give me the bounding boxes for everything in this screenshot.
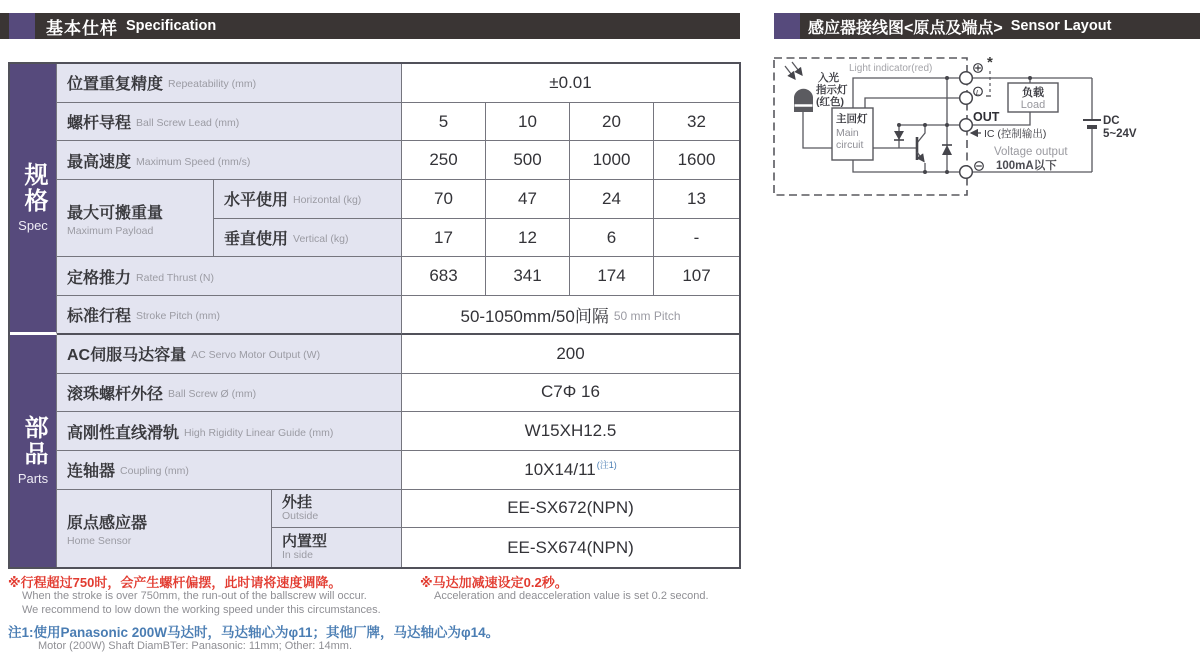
main-circuit-en2: circuit [836, 139, 864, 151]
sub-label-outside: 外挂 Outside [272, 490, 402, 529]
main-circuit-en1: Main [836, 127, 859, 139]
dc-label: DC [1103, 115, 1120, 127]
value-cell: 13 [654, 180, 739, 219]
group-parts-en: Parts [17, 471, 49, 487]
value-cell: 107 [654, 257, 739, 296]
group-spec-en: Spec [18, 218, 48, 234]
indicator-zh: 指示灯 [816, 84, 848, 96]
voltage-output-label: Voltage output [994, 146, 1068, 158]
minus-terminal-symbol [975, 162, 984, 171]
terminal-circles [960, 72, 973, 179]
value-cell: 6 [570, 219, 654, 258]
note-accel-en: Acceleration and deacceleration value is set 0.2 second. [434, 590, 709, 602]
zener-diode-symbol [894, 131, 904, 140]
sensor-layout-title-zh: 感应器接线图<原点及端点> [808, 19, 1003, 37]
load-zh: 负载 [1022, 87, 1044, 99]
value-stroke: 50-1050mm/50间隔 50 mm Pitch [402, 296, 739, 335]
svg-text:L: L [975, 87, 981, 97]
value-linear-guide: W15XH12.5 [402, 412, 739, 451]
l-terminal-symbol [974, 87, 991, 97]
value-cell: 341 [486, 257, 570, 296]
transistor-symbol [917, 137, 924, 162]
group-parts-zh: 部品 [20, 415, 47, 468]
value-cell: 10 [486, 103, 570, 142]
note-shaft-en: Motor (200W) Shaft DiamBTer: Panasonic: 11mm; Other: 14mm. [38, 640, 353, 652]
value-cell: 174 [570, 257, 654, 296]
star-mark: * [987, 54, 993, 71]
sub-label-inside: 内置型 In side [272, 528, 402, 567]
value-sensor-outside: EE-SX672(NPN) [402, 490, 739, 529]
value-cell: 1600 [654, 141, 739, 180]
out-label: OUT [973, 110, 1000, 124]
value-cell: 1000 [570, 141, 654, 180]
row-label-home-sensor: 原点感应器 Home Sensor [57, 490, 272, 567]
note-stroke-warning-en2: We recommend to low down the working speed under this circumstances. [22, 604, 381, 616]
ic-label: IC (控制输出) [984, 128, 1047, 140]
value-cell: 5 [402, 103, 486, 142]
value-cell: 70 [402, 180, 486, 219]
main-circuit-box [832, 108, 873, 160]
plus-terminal-symbol [974, 64, 983, 73]
battery-symbol [1083, 115, 1137, 140]
row-label-motor-output: AC伺服马达容量 AC Servo Motor Output (W) [57, 335, 402, 374]
dc-range-label: 5~24V [1103, 128, 1137, 140]
load-en: Load [1020, 99, 1046, 111]
value-sensor-inside: EE-SX674(NPN) [402, 528, 739, 567]
value-cell: 32 [654, 103, 739, 142]
light-indicator-en: Light indicator(red) [849, 63, 933, 74]
sub-label-horizontal: 水平使用 Horizontal (kg) [214, 180, 402, 219]
current-limit-label: 100mA以下 [996, 160, 1057, 172]
value-cell: 20 [570, 103, 654, 142]
group-spec-zh: 规格 [20, 162, 47, 215]
row-label-coupling: 连轴器 Coupling (mm) [57, 451, 402, 490]
main-circuit-zh: 主回灯 [836, 113, 868, 125]
zener-diode-symbol [942, 145, 952, 155]
value-cell: 17 [402, 219, 486, 258]
row-label-rated-thrust: 定格推力 Rated Thrust (N) [57, 257, 402, 296]
value-cell: 250 [402, 141, 486, 180]
value-cell: - [654, 219, 739, 258]
note-stroke-warning-zh: ※行程超过750时，会产生螺杆偏摆，此时请将速度调降。 [8, 575, 342, 590]
value-cell: 24 [570, 180, 654, 219]
value-motor-output: 200 [402, 335, 739, 374]
value-cell: 683 [402, 257, 486, 296]
row-label-repeatability: 位置重复精度 Repeatability (mm) [57, 64, 402, 103]
sensor-layout-title-en: Sensor Layout [1010, 18, 1112, 34]
row-label-ball-screw-dia: 滚珠螺杆外径 Ball Screw Ø (mm) [57, 374, 402, 413]
note-stroke-warning-en1: When the stroke is over 750mm, the run-out of the ballscrew will occur. [22, 590, 367, 602]
red-color-zh: (红色) [816, 96, 844, 108]
row-label-stroke: 标准行程 Stroke Pitch (mm) [57, 296, 402, 335]
value-coupling: 10X14/11 $^{(注1)}$ [402, 451, 739, 490]
incident-light-zh: 入光 [818, 72, 839, 84]
value-ball-screw-dia: C7Φ 16 [402, 374, 739, 413]
row-label-linear-guide: 高刚性直线滑轨 High Rigidity Linear Guide (mm) [57, 412, 402, 451]
value-cell: 500 [486, 141, 570, 180]
specification-title-zh: 基本仕样 [46, 18, 118, 38]
load-box [1008, 83, 1058, 112]
value-repeatability: ±0.01 [402, 64, 739, 103]
value-cell: 12 [486, 219, 570, 258]
value-cell: 47 [486, 180, 570, 219]
row-label-max-payload: 最大可搬重量 Maximum Payload [57, 180, 214, 257]
sub-label-vertical: 垂直使用 Vertical (kg) [214, 219, 402, 258]
led-indicator-icon [785, 62, 813, 112]
note-accel-zh: ※马达加减速设定0.2秒。 [420, 575, 568, 590]
note-shaft-zh: 注1:使用Panasonic 200W马达时，马达轴心为φ11；其他厂牌，马达轴心为φ14。 [8, 625, 500, 640]
specification-title-en: Specification [126, 18, 217, 34]
row-label-ball-screw-lead: 螺杆导程 Ball Screw Lead (mm) [57, 103, 402, 142]
row-label-max-speed: 最高速度 Maximum Speed (mm/s) [57, 141, 402, 180]
